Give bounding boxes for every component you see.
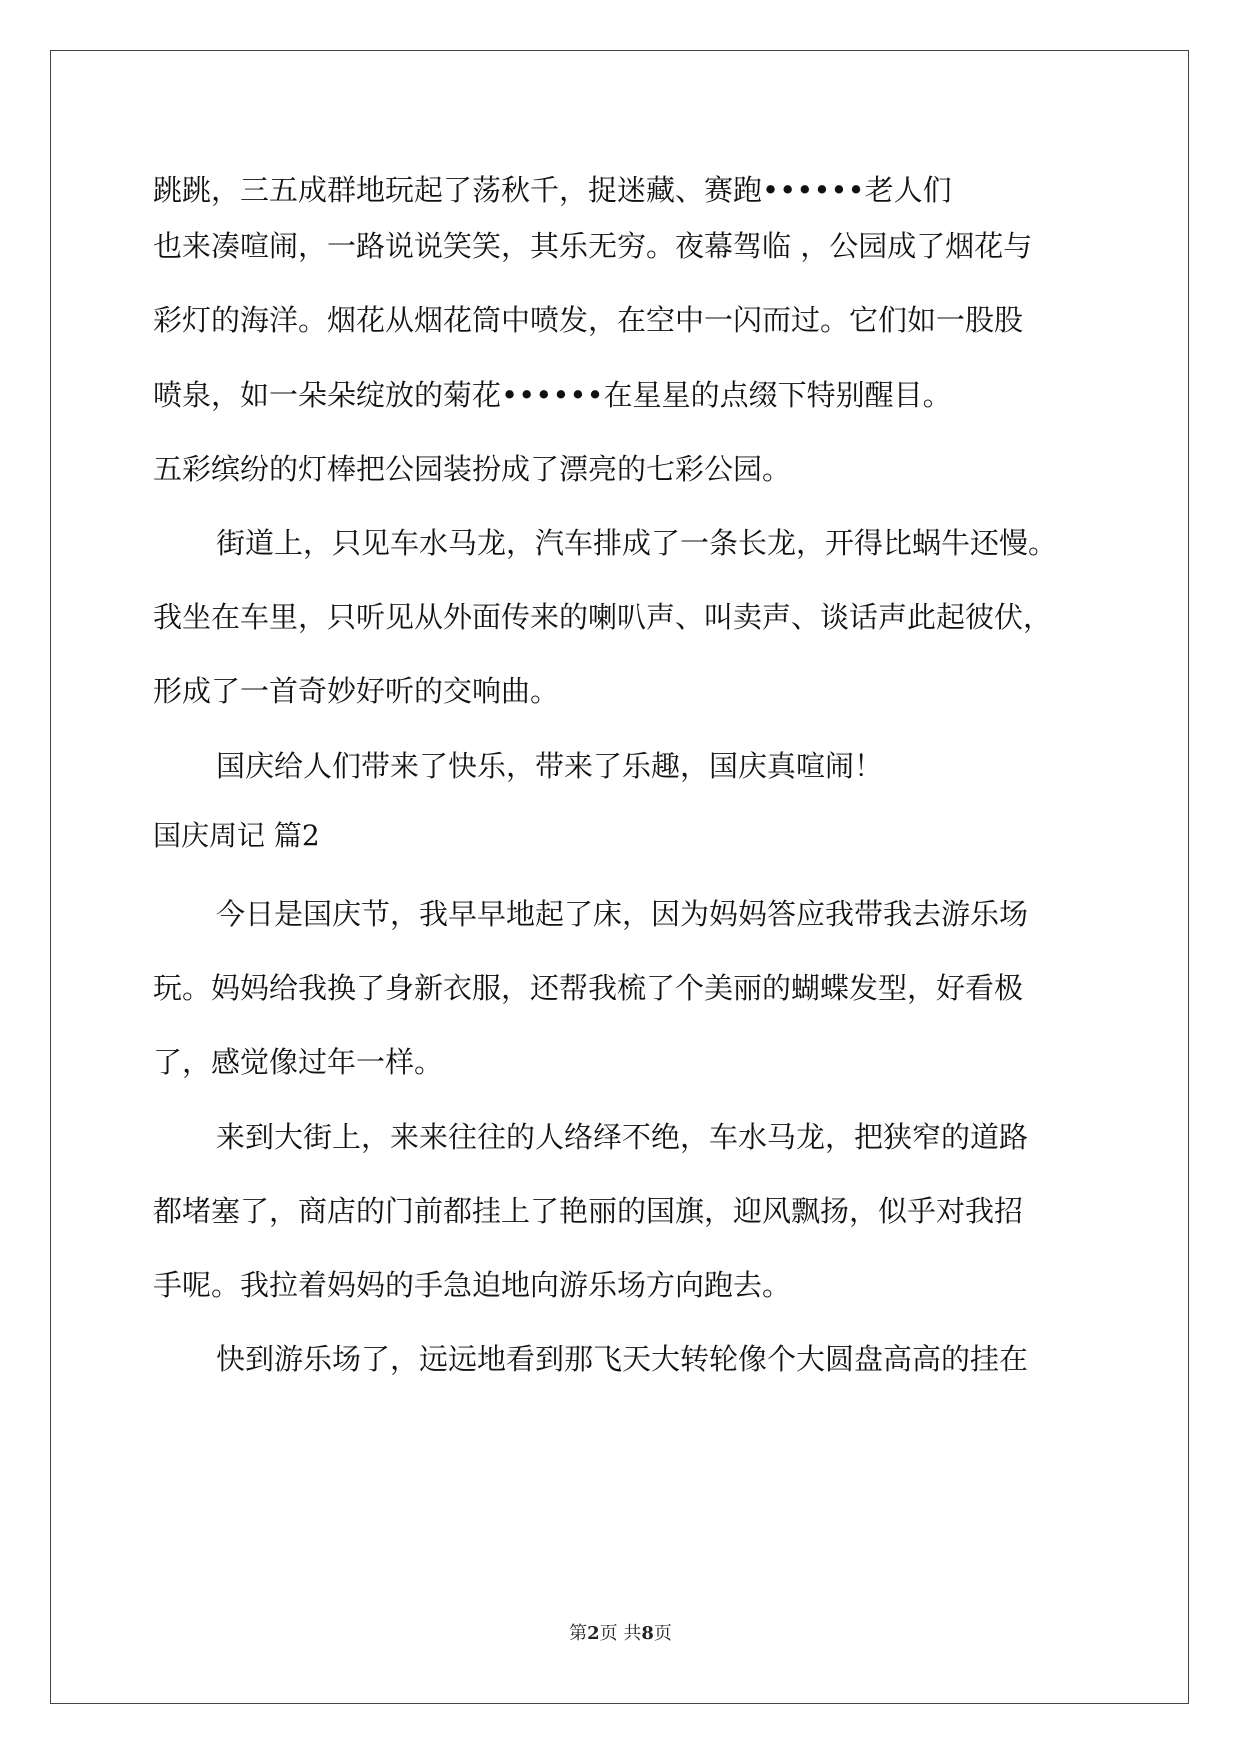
text-line: 来到大街上，来来往往的人络绎不绝，车水马龙，把狭窄的道路	[216, 1120, 1029, 1154]
text-line: 今日是国庆节，我早早地起了床，因为妈妈答应我带我去游乐场	[216, 897, 1029, 931]
text-line: 我坐在车里，只听见从外面传来的喇叭声、叫卖声、谈话声此起彼伏，	[153, 600, 1053, 634]
text-line: 了，感觉像过年一样。	[153, 1045, 444, 1079]
text-line: 国庆给人们带来了快乐，带来了乐趣，国庆真喧闹！	[216, 749, 884, 783]
footer-prefix: 第	[569, 1623, 588, 1644]
section-heading: 国庆周记 篇2	[153, 819, 320, 852]
footer-suffix: 页	[653, 1623, 672, 1644]
footer-mid: 页 共	[599, 1623, 642, 1644]
page-border	[50, 50, 1189, 1704]
total-pages: 8	[641, 1623, 654, 1644]
text-line: 玩。妈妈给我换了身新衣服，还帮我梳了个美丽的蝴蝶发型，好看极	[153, 971, 1024, 1005]
text-line: 形成了一首奇妙好听的交响曲。	[153, 674, 560, 708]
text-line: 快到游乐场了，远远地看到那飞天大转轮像个大圆盘高高的挂在	[216, 1342, 1029, 1376]
text-line: 手呢。我拉着妈妈的手急迫地向游乐场方向跑去。	[153, 1268, 792, 1302]
text-line: 街道上，只见车水马龙，汽车排成了一条长龙，开得比蜗牛还慢。	[216, 526, 1058, 560]
text-line: 五彩缤纷的灯棒把公园装扮成了漂亮的七彩公园。	[153, 452, 792, 486]
text-line: 喷泉，如一朵朵绽放的菊花••••••在星星的点缀下特别醒目。	[153, 378, 952, 412]
text-line: 也来凑喧闹，一路说说笑笑，其乐无穷。夜幕驾临 ，公园成了烟花与	[153, 229, 1033, 263]
page-number: 2	[587, 1623, 600, 1644]
text-line: 都堵塞了，商店的门前都挂上了艳丽的国旗，迎风飘扬，似乎对我招	[153, 1194, 1024, 1228]
text-line: 彩灯的海洋。烟花从烟花筒中喷发，在空中一闪而过。它们如一股股	[153, 303, 1024, 337]
text-line: 跳跳，三五成群地玩起了荡秋千，捉迷藏、赛跑••••••老人们	[153, 173, 952, 207]
page-footer	[0, 1619, 1241, 1645]
